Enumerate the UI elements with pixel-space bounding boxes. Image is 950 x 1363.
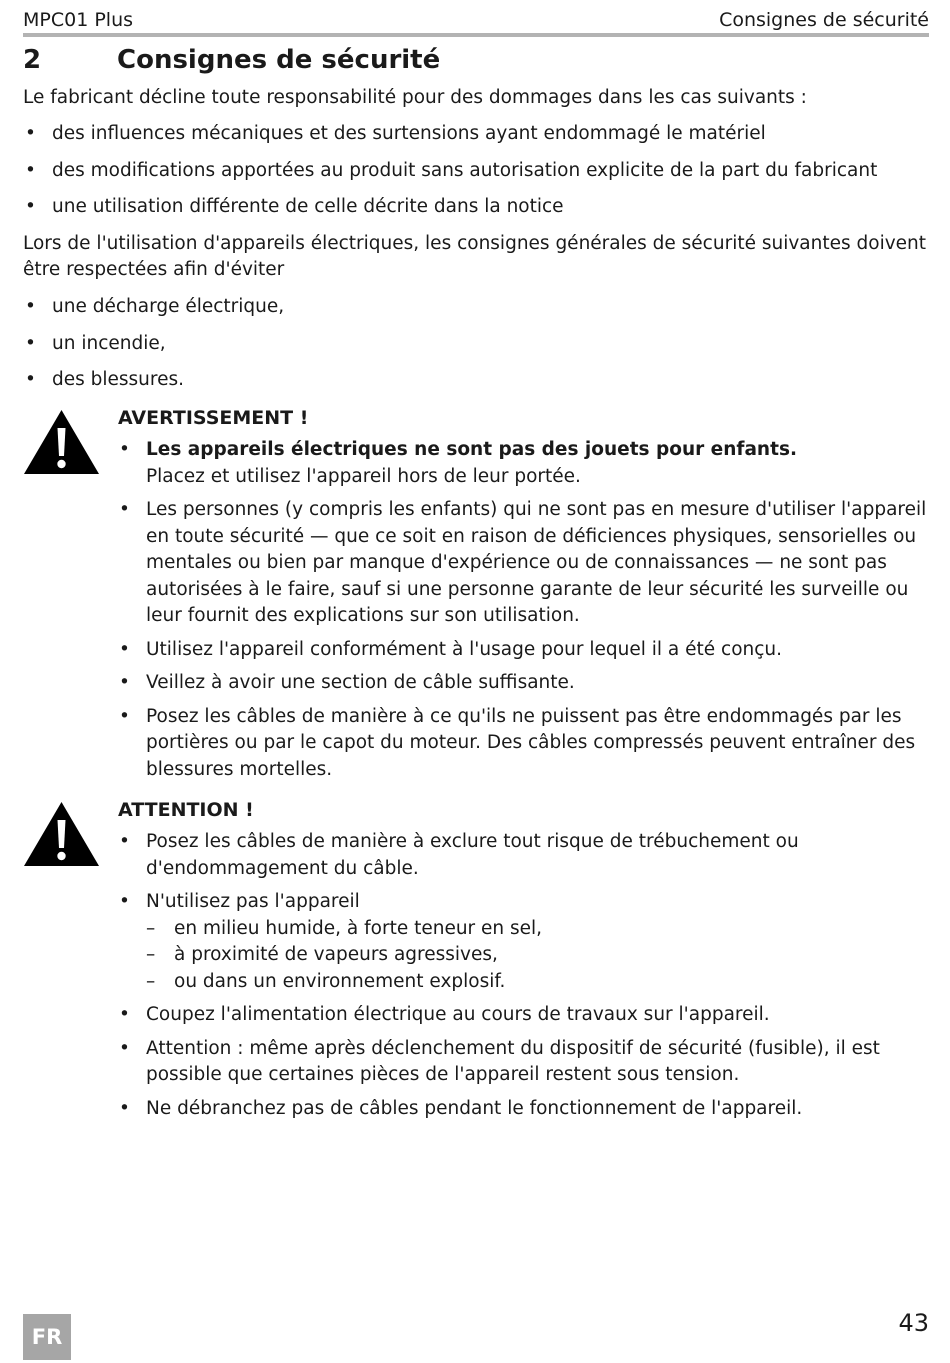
list-item: • des influences mécaniques et des surtensions ayant endommagé le matériel	[23, 121, 929, 147]
sub-list-item: – à proximité de vapeurs agressives,	[146, 942, 930, 969]
header-product-name: MPC01 Plus	[23, 9, 134, 31]
list-item: • Les personnes (y compris les enfants) qui ne sont pas en mesure d'utiliser l'appareil en toute sécurité — que ce soit en raison de déficiences physiques, sensorielles ou mentales ou bien par manque d'expérience ou de connaissances — ne sont pas autorisées à le faire, sauf si une personne garante de leur sécurité les surveille ou leur fournit des explications sur son utilisation.	[118, 497, 930, 630]
list-item: • Posez les câbles de manière à ce qu'ils ne puissent pas être endommagés par les portières ou par le capot du moteur. Des câbles compressés peuvent entraîner des blessures mortelles.	[118, 704, 930, 784]
section-number: 2	[23, 45, 42, 75]
attention-sub-list	[146, 916, 930, 996]
page-header	[23, 7, 929, 37]
list-item: • Ne débranchez pas de câbles pendant le fonctionnement de l'appareil.	[118, 1096, 930, 1123]
list-item: • un incendie,	[23, 331, 929, 357]
warning-children-text: Placez et utilisez l'appareil hors de leur portée.	[146, 465, 581, 487]
list-item	[118, 889, 930, 995]
warning-triangle-icon	[23, 408, 100, 476]
header-section-name: Consignes de sécurité	[719, 9, 929, 31]
general-safety-intro: Lors de l'utilisation d'appareils électriques, les consignes générales de sécurité suivantes doivent être respectées afin d'éviter	[23, 233, 927, 280]
warning-heading: AVERTISSEMENT !	[118, 407, 309, 429]
liability-intro: Le fabricant décline toute responsabilité pour des dommages dans les cas suivants :	[23, 87, 807, 108]
liability-list	[23, 121, 929, 231]
sub-list-item: – ou dans un environnement explosif.	[146, 969, 930, 996]
attention-block	[118, 797, 930, 1129]
warning-list	[118, 437, 930, 783]
language-badge: FR	[23, 1314, 71, 1360]
list-item: • Attention : même après déclenchement du dispositif de sécurité (fusible), il est possible que certaines pièces de l'appareil restent sous tension.	[118, 1036, 930, 1089]
list-item: • Utilisez l'appareil conformément à l'usage pour lequel il a été conçu.	[118, 637, 930, 664]
attention-usage-text: N'utilisez pas l'appareil	[146, 891, 360, 912]
attention-heading: ATTENTION !	[118, 799, 254, 821]
warning-triangle-icon	[23, 800, 100, 868]
list-item: • une utilisation différente de celle décrite dans la notice	[23, 194, 929, 220]
list-item: • une décharge électrique,	[23, 294, 929, 320]
list-item	[118, 437, 930, 490]
list-item: • Coupez l'alimentation électrique au cours de travaux sur l'appareil.	[118, 1002, 930, 1029]
sub-list-item: – en milieu humide, à forte teneur en sel,	[146, 916, 930, 943]
warning-children-bold: Les appareils électriques ne sont pas des jouets pour enfants.	[146, 439, 797, 460]
list-item: • des modifications apportées au produit sans autorisation explicite de la part du fabricant	[23, 158, 929, 184]
hazard-list	[23, 294, 929, 404]
attention-list	[118, 829, 930, 1122]
page-number: 43	[898, 1309, 929, 1337]
section-title-text: Consignes de sécurité	[117, 45, 441, 75]
warning-block	[118, 405, 930, 790]
list-item: • des blessures.	[23, 367, 929, 393]
list-item: • Veillez à avoir une section de câble suffisante.	[118, 670, 930, 697]
list-item: • Posez les câbles de manière à exclure tout risque de trébuchement ou d'endommagement du câble.	[118, 829, 930, 882]
